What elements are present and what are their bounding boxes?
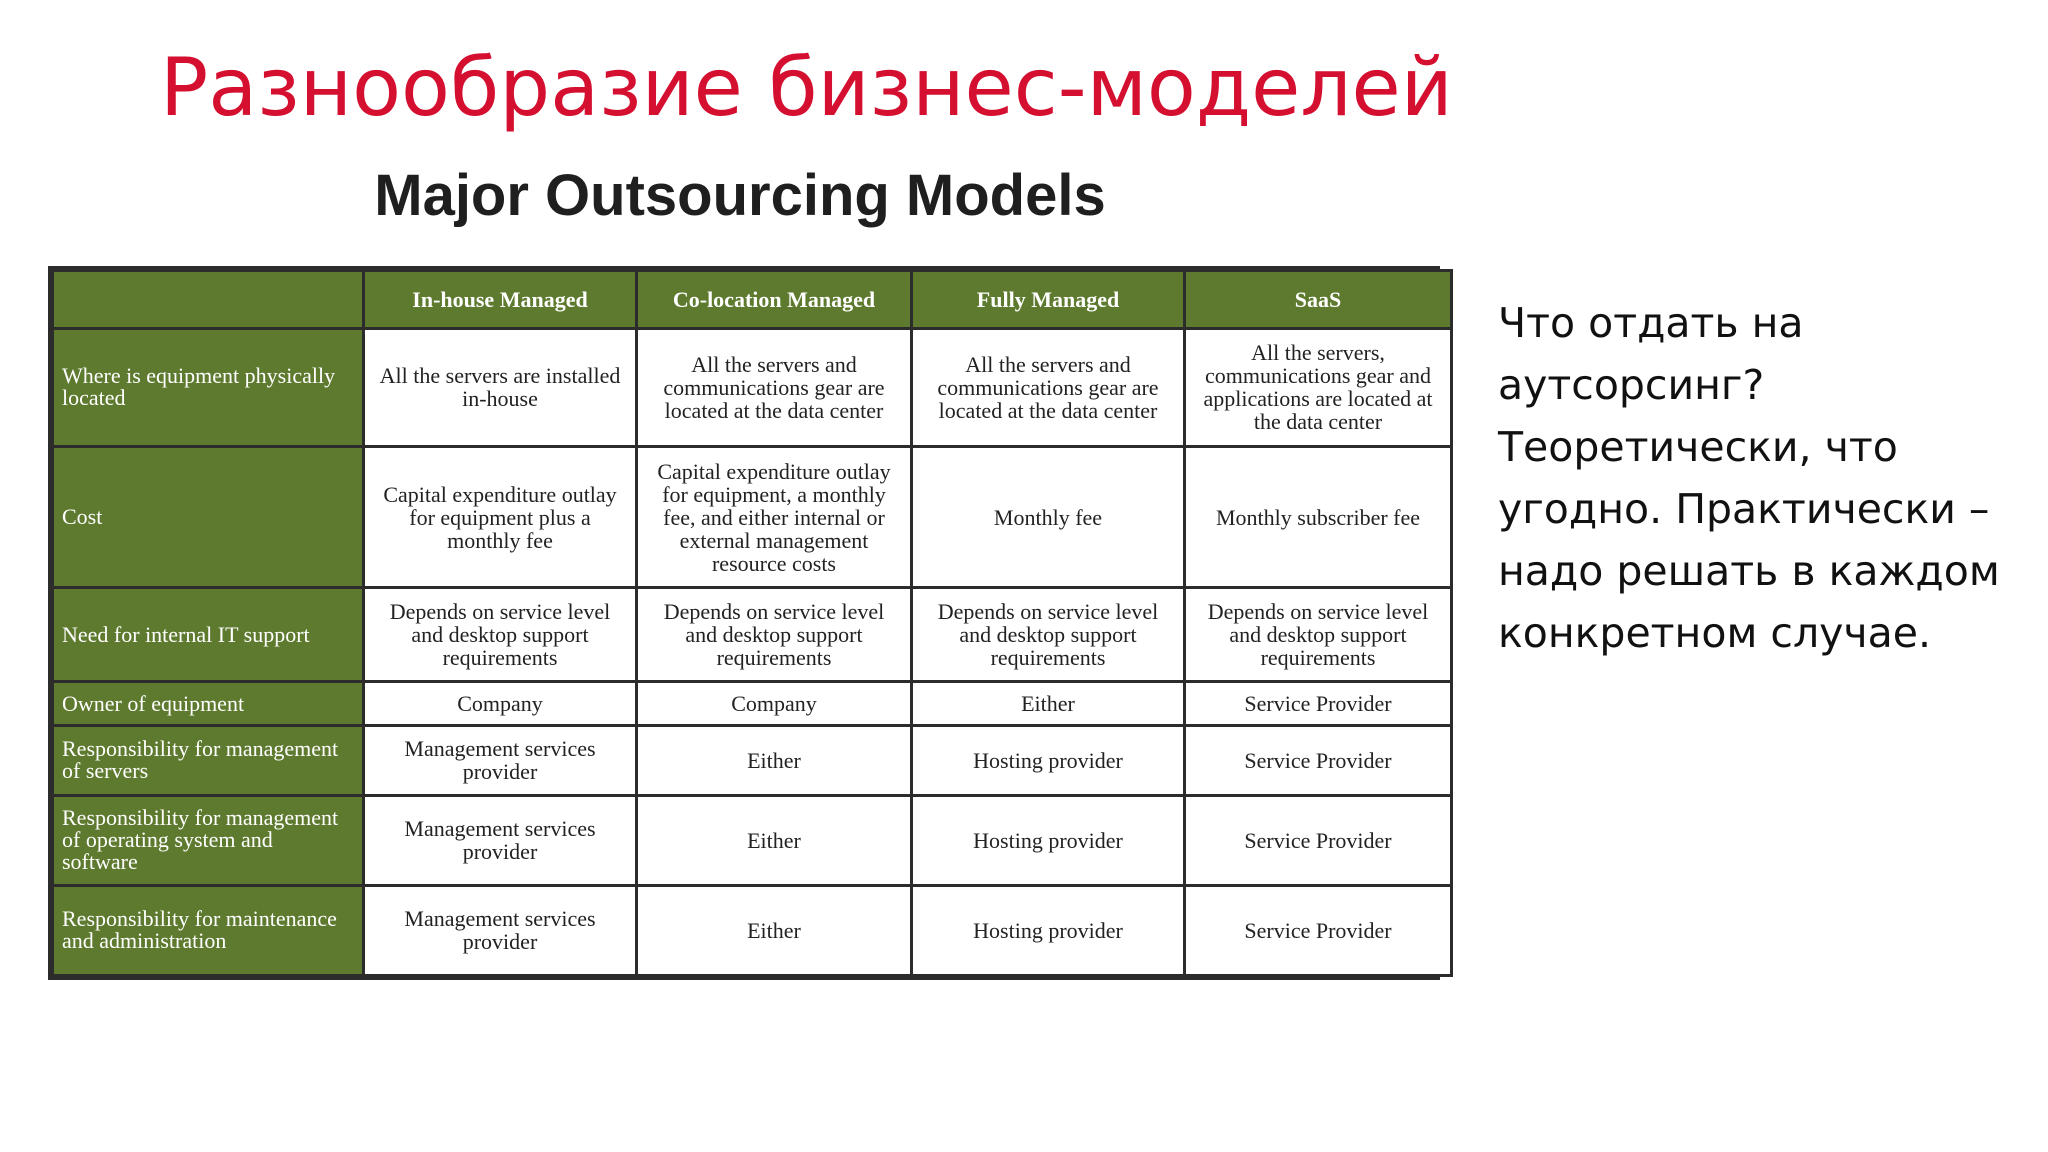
row-header: Cost <box>54 448 362 586</box>
table-cell: Either <box>638 797 910 884</box>
table-cell: Depends on service level and desktop support requirements <box>1186 589 1450 680</box>
table-row <box>54 589 1450 680</box>
table-cell: Either <box>913 683 1183 724</box>
table-row <box>54 448 1450 586</box>
row-header: Responsibility for management of operating system and software <box>54 797 362 884</box>
table-row <box>54 330 1450 446</box>
models-table-grid <box>51 269 1453 977</box>
side-note: Что отдать на аутсорсинг? Теоретически, что угодно. Практически – надо решать в каждом конкретном случае. <box>1498 299 2000 657</box>
table-cell: Depends on service level and desktop support requirements <box>913 589 1183 680</box>
table-cell: Monthly subscriber fee <box>1186 448 1450 586</box>
table-corner-cell <box>54 272 362 327</box>
table-row <box>54 887 1450 974</box>
table-header-row <box>54 272 1450 327</box>
table-cell: Either <box>638 727 910 794</box>
table-cell: Depends on service level and desktop support requirements <box>638 589 910 680</box>
table-cell: All the servers and communications gear are located at the data center <box>913 330 1183 446</box>
table-cell: Service Provider <box>1186 887 1450 974</box>
table-cell: Company <box>365 683 635 724</box>
slide-title: Разнообразие бизнес-моделей <box>160 41 1453 134</box>
table-cell: Hosting provider <box>913 887 1183 974</box>
table-heading: Major Outsourcing Models <box>374 163 1106 228</box>
row-header: Responsibility for management of servers <box>54 727 362 794</box>
row-header: Responsibility for maintenance and administration <box>54 887 362 974</box>
column-header: Fully Managed <box>913 272 1183 327</box>
row-header: Owner of equipment <box>54 683 362 724</box>
table-cell: Service Provider <box>1186 683 1450 724</box>
table-cell: Management services provider <box>365 797 635 884</box>
table-cell: Service Provider <box>1186 727 1450 794</box>
column-header: Co-location Managed <box>638 272 910 327</box>
table-row <box>54 683 1450 724</box>
row-header: Need for internal IT support <box>54 589 362 680</box>
table-cell: All the servers and communications gear are located at the data center <box>638 330 910 446</box>
table-cell: Capital expenditure outlay for equipment plus a monthly fee <box>365 448 635 586</box>
table-cell: Monthly fee <box>913 448 1183 586</box>
table-cell: Management services provider <box>365 727 635 794</box>
column-header: In-house Managed <box>365 272 635 327</box>
table-row <box>54 727 1450 794</box>
table-cell: Capital expenditure outlay for equipment, a monthly fee, and either internal or external management resource costs <box>638 448 910 586</box>
table-cell: Hosting provider <box>913 727 1183 794</box>
table-cell: All the servers, communications gear and applications are located at the data center <box>1186 330 1450 446</box>
table-cell: Company <box>638 683 910 724</box>
table-cell: All the servers are installed in-house <box>365 330 635 446</box>
table-row <box>54 797 1450 884</box>
table-cell: Depends on service level and desktop support requirements <box>365 589 635 680</box>
table-cell: Management services provider <box>365 887 635 974</box>
table-cell: Hosting provider <box>913 797 1183 884</box>
table-cell: Either <box>638 887 910 974</box>
table-cell: Service Provider <box>1186 797 1450 884</box>
row-header: Where is equipment physically located <box>54 330 362 446</box>
outsourcing-models-table <box>48 266 1440 980</box>
column-header: SaaS <box>1186 272 1450 327</box>
